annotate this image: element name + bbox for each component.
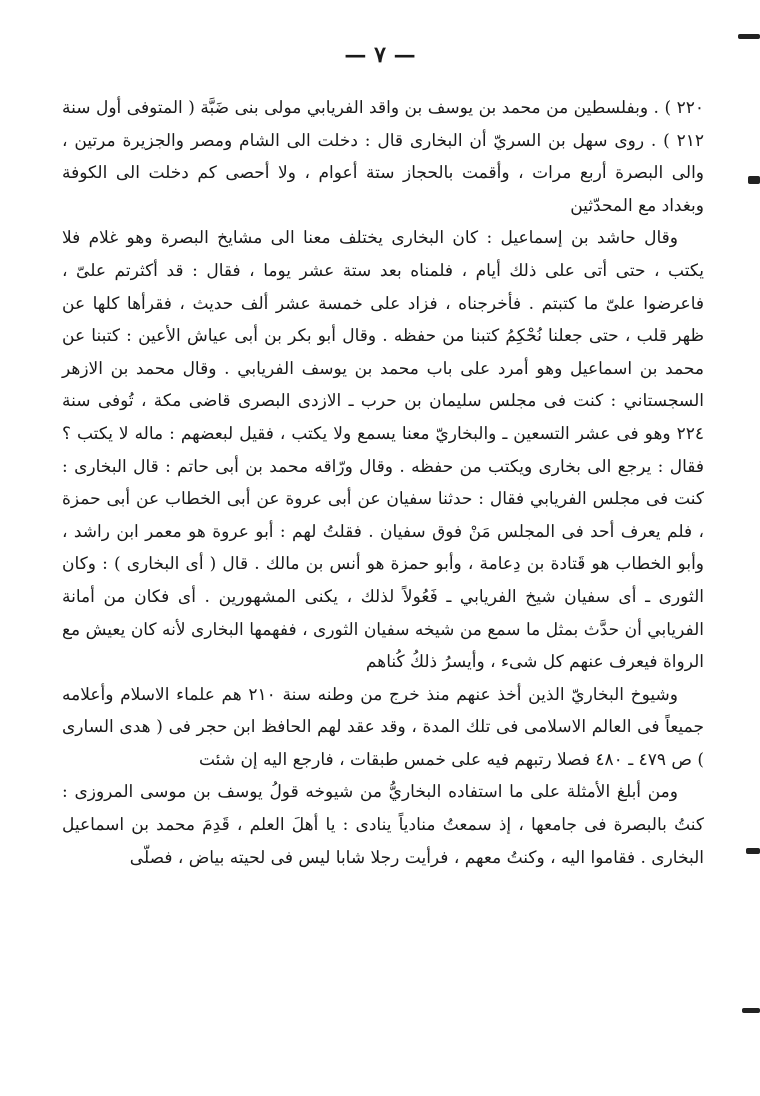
page-edge-mark	[738, 34, 760, 39]
page-edge-mark	[748, 176, 760, 184]
page-number: — ٧ —	[344, 42, 416, 68]
page-edge-mark	[746, 848, 760, 854]
body-text	[62, 92, 704, 874]
paragraph-basra-example: ومن أبلغ الأمثلة على ما استفاده البخاريُّ من شيوخه قولُ يوسف بن موسى المروزى : كنتُ بالبصرة فى جامعها ، إذ سمعتُ منادياً ينادى : يا أهلَ العلم ، قَدِمَ محمد بن اسماعيل البخارى . فقاموا اليه ، وكنتُ معهم ، فرأيت رجلا شابا ليس فى لحيته بياض ، فصلّى	[62, 782, 704, 868]
paragraph-memory-anecdotes: وقال حاشد بن إسماعيل : كان البخارى يختلف معنا الى مشايخ البصرة وهو غلام فلا يكتب ، حتى أتى على ذلك أيام ، فلمناه بعد ستة عشر يوما ، فقال : قد أكثرتم علىّ ، فاعرضوا علىّ ما كتبتم . فأخرجناه ، فزاد على خمسة عشر ألف حديث ، فقرأها كلها عن ظهر قلب ، حتى جعلنا نُحْكِمُ كتبنا من حفظه . وقال أبو بكر بن أبى عياش الأعين : كتبنا عن محمد بن اسماعيل وهو أمرد على باب محمد بن يوسف الفريابي . وقال محمد بن الازهر السجستاني : كنت فى مجلس سليمان بن حرب ـ الازدى البصرى قاضى مكة ، تُوفى سنة ٢٢٤ وهو فى عشر التسعين ـ والبخاريّ معنا يسمع ولا يكتب ، فقيل لبعضهم : ماله لا يكتب ؟ فقال : يرجع الى بخارى ويكتب من حفظه . وقال ورّاقه محمد بن أبى حاتم : قال البخارى : كنت فى مجلس الفريابي فقال : حدثنا سفيان عن أبى عروة عن أبى الخطاب عن أبى حمزة ، فلم يعرف أحد فى المجلس مَنْ فوق سفيان . فقلتُ لهم : أبو عروة هو معمر ابن راشد ، وأبو الخطاب هو قَتادة بن دِعامة ، وأبو حمزة هو أنس بن مالك . قال ( أى البخارى ) : وكان الثورى ـ أى سفيان شيخ الفريابي ـ فَعُولاً لذلك ، يكنى المشهورين . أى فكان من أمانة الفريابي أن حدَّث بمثل ما سمع من شيخه سفيان الثورى ، ففهمها البخارى لأنه كان يعيش مع الرواة فيعرف عنهم كل شىء ، وأيسرُ ذلكُ كُناهم	[62, 228, 704, 673]
paragraph-teachers: وشيوخ البخاريّ الذين أخذ عنهم منذ خرج من وطنه سنة ٢١٠ هم علماء الاسلام وأعلامه جميعاً فى العالم الاسلامى فى تلك المدة ، وقد عقد لهم الحافظ ابن حجر فى ( هدى السارى ) ص ٤٧٩ ـ ٤٨٠ فصلا رتبهم فيه على خمس طبقات ، فارجع اليه إن شئت	[62, 684, 704, 770]
paragraph-travels: ٢٢٠ ) . وبفلسطين من محمد بن يوسف بن واقد الفريابي مولى بنى ضَبَّة ( المتوفى أول سنة ٢١٢ ) . روى سهل بن السريّ أن البخارى قال : دخلت الى الشام ومصر والجزيرة مرتين ، والى البصرة أربع مرات ، وأقمت بالحجاز ستة أعوام ، ولا أحصى كم دخلت الى الكوفة وبغداد مع المحدّثين	[62, 98, 705, 216]
page-edge-mark	[742, 1008, 760, 1013]
